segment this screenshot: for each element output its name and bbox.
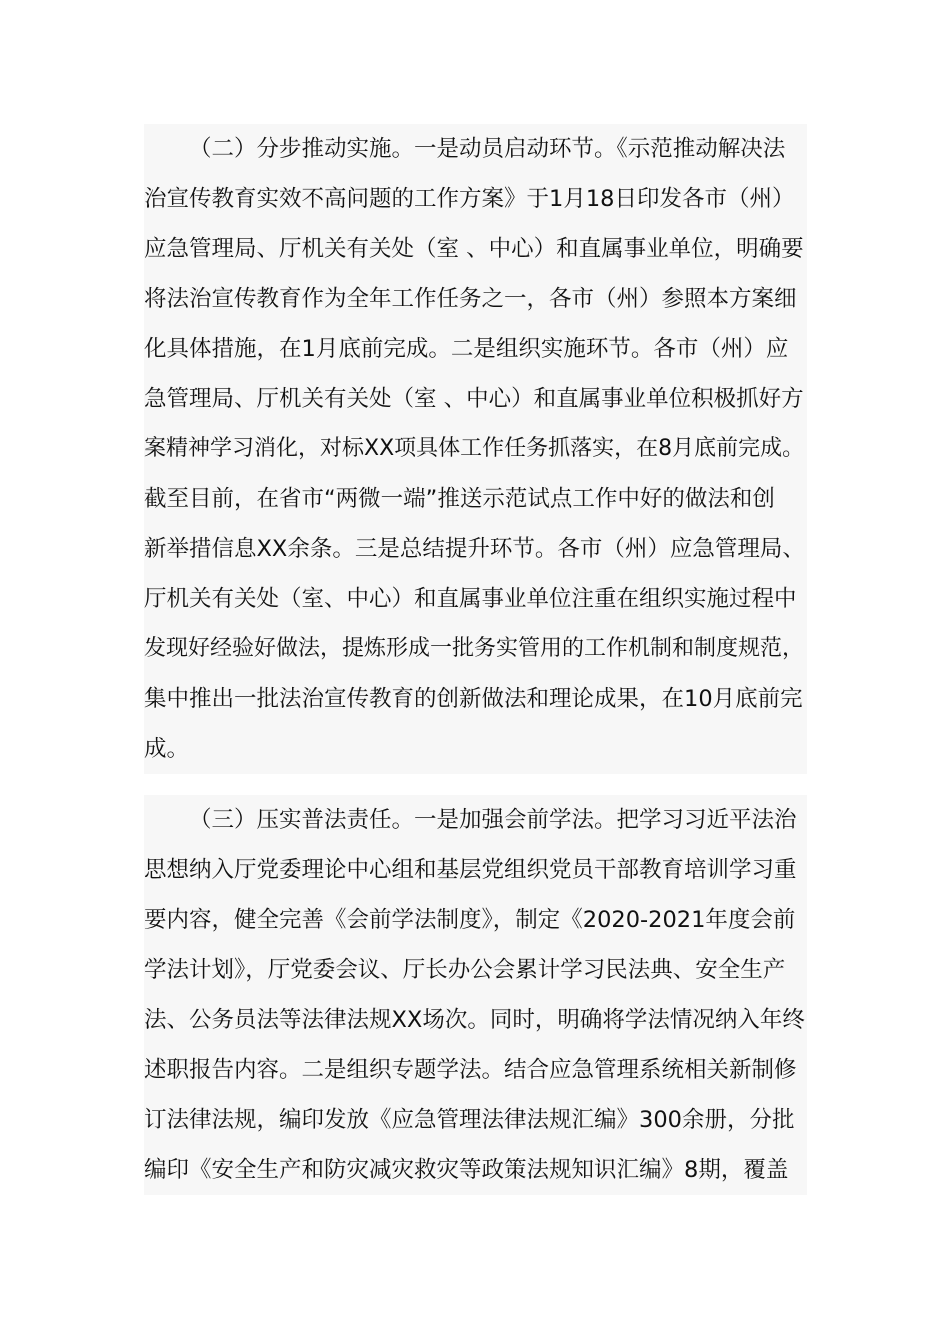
paragraph-responsibility: [144, 795, 807, 1195]
paragraph-line: 截至目前，在省市“两微一端”推送示范试点工作中好的做法和创: [144, 486, 775, 512]
paragraph-line: 要内容，健全完善《会前学法制度》，制定《2020-2021年度会前: [144, 907, 796, 933]
paragraph-line: 将法治宣传教育作为全年工作任务之一，各市（州）参照本方案细: [144, 286, 797, 312]
paragraph-line: （三）压实普法责任。一是加强会前学法。把学习习近平法治: [189, 807, 797, 833]
paragraph-line: 化具体措施，在1月底前完成。二是组织实施环节。各市（州）应: [144, 336, 789, 362]
paragraph-line: （二）分步推动实施。一是动员启动环节。《示范推动解决法: [189, 136, 786, 162]
paragraph-line: 治宣传教育实效不高问题的工作方案》于1月18日印发各市（州）: [144, 186, 795, 212]
paragraph-line: 订法律法规，编印发放《应急管理法律法规汇编》300余册，分批: [144, 1107, 795, 1133]
paragraph-line: 法、公务员法等法律法规XX场次。同时，明确将学法情况纳入年终: [144, 1007, 805, 1033]
paragraph-line: 编印《安全生产和防灾减灾救灾等政策法规知识汇编》8期，覆盖: [144, 1157, 789, 1183]
paragraph-line: 应急管理局、厅机关有关处（室 、中心）和直属事业单位，明确要: [144, 236, 804, 262]
paragraph-line: 学法计划》，厅党委会议、厅长办公会累计学习民法典、安全生产: [144, 957, 786, 983]
paragraph-line: 集中推出一批法治宣传教育的创新做法和理论成果，在10月底前完: [144, 686, 803, 712]
paragraph-line: 思想纳入厅党委理论中心组和基层党组织党员干部教育培训学习重: [144, 857, 797, 883]
paragraph-implementation: [144, 124, 807, 774]
paragraph-line: 新举措信息XX余条。三是总结提升环节。各市（州）应急管理局、: [144, 536, 805, 562]
paragraph-line: 成。: [144, 736, 190, 762]
paragraph-line: 厅机关有关处（室、中心）和直属事业单位注重在组织实施过程中: [144, 586, 797, 612]
paragraph-line: 案精神学习消化，对标XX项具体工作任务抓落实，在8月底前完成。: [144, 436, 805, 461]
paragraph-line: 述职报告内容。二是组织专题学法。结合应急管理系统相关新制修: [144, 1057, 797, 1083]
paragraph-line: 发现好经验好做法，提炼形成一批务实管用的工作机制和制度规范，: [144, 636, 805, 661]
paragraph-line: 急管理局、厅机关有关处（室 、中心）和直属事业单位积极抓好方: [144, 386, 804, 412]
